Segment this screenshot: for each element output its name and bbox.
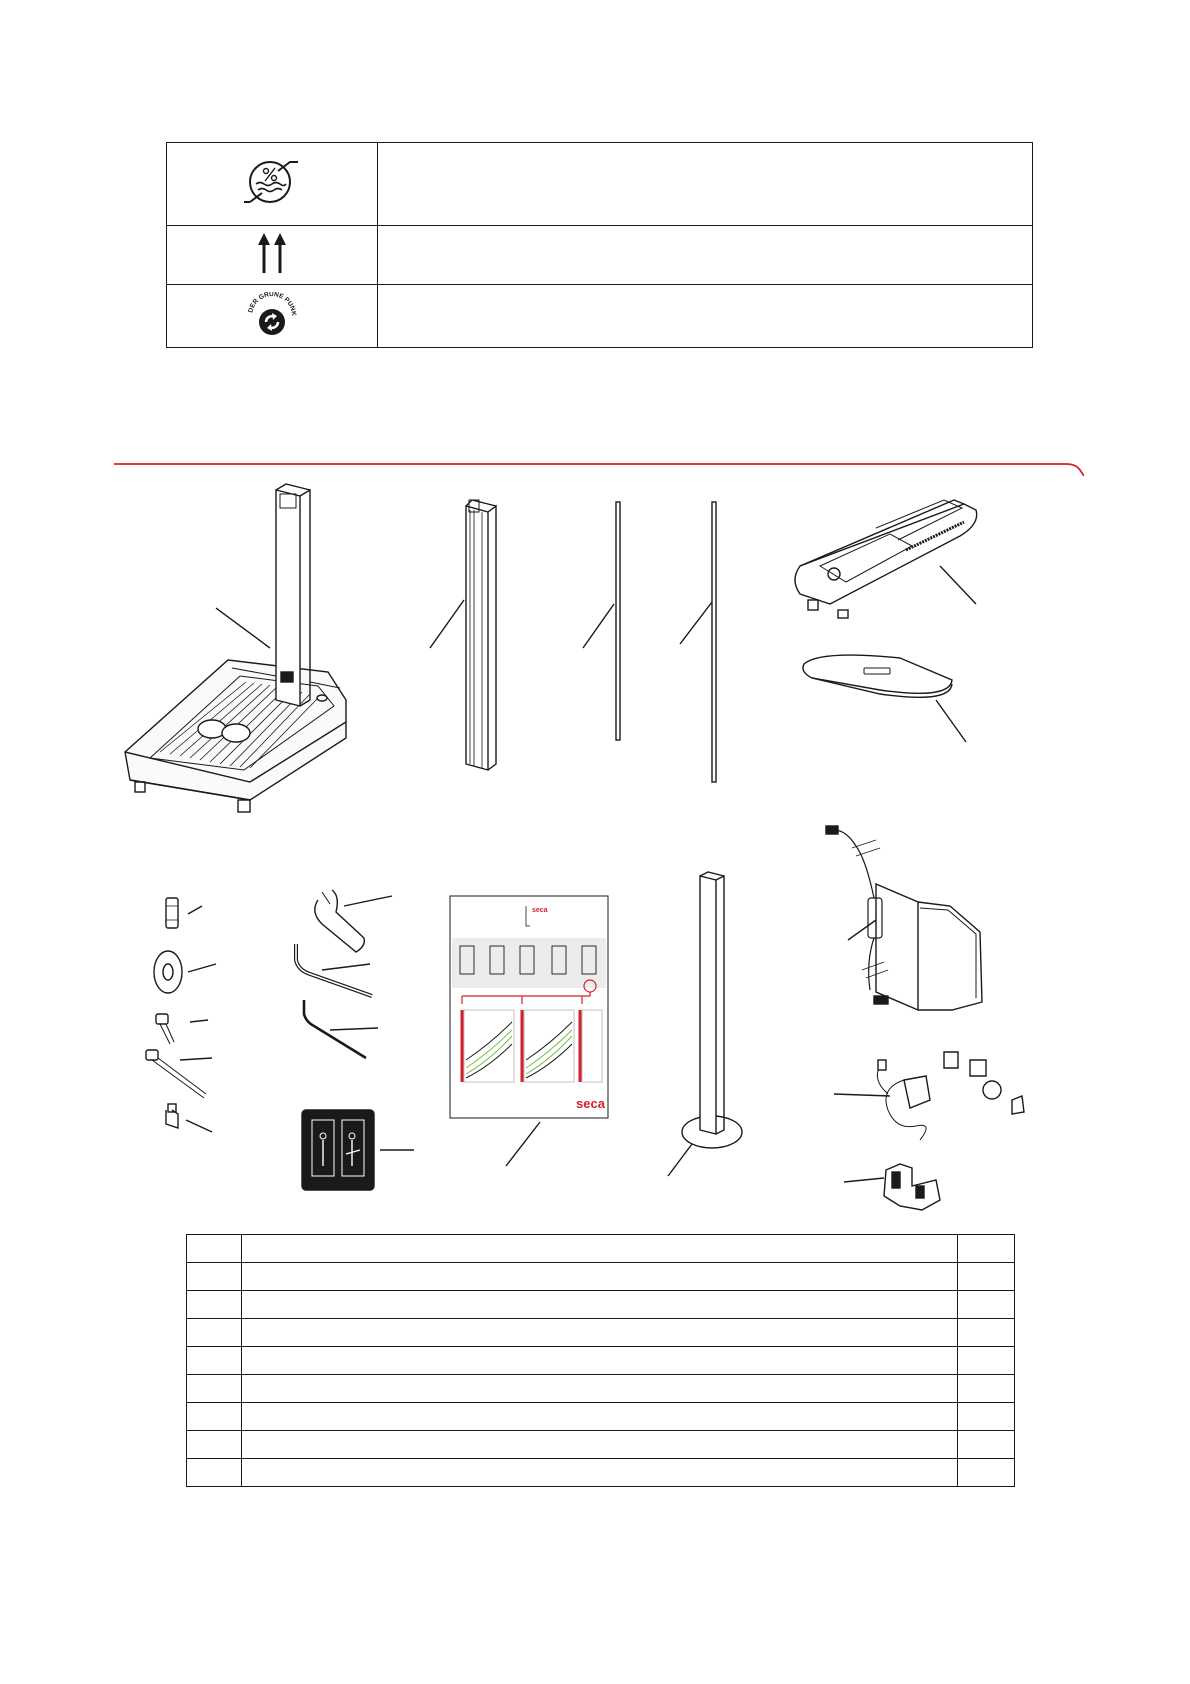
- measuring-rod-profile: [466, 500, 496, 770]
- leader-line: [848, 920, 876, 940]
- leader-line: [330, 1028, 378, 1030]
- long-screw: [146, 1050, 206, 1098]
- leader-line: [506, 1122, 540, 1166]
- part-description: [242, 1319, 958, 1347]
- part-position: [187, 1319, 242, 1347]
- parts-row: [187, 1459, 1015, 1487]
- leader-line: [180, 1058, 212, 1060]
- thin-rod-1: [616, 502, 620, 740]
- part-position: [187, 1459, 242, 1487]
- svg-text:DER GRÜNE PUNKT: DER GRÜNE PUNK: [247, 291, 298, 316]
- leader-line: [668, 1144, 692, 1176]
- cable-holder: [884, 1164, 940, 1210]
- power-supply-with-adapters: [877, 1052, 1024, 1140]
- leader-line: [322, 964, 370, 970]
- poster-header: seca: [532, 907, 548, 914]
- part-position: [187, 1431, 242, 1459]
- part-position: [187, 1263, 242, 1291]
- part-description: [242, 1235, 958, 1263]
- part-quantity: [958, 1403, 1015, 1431]
- part-description: [242, 1403, 958, 1431]
- column-stand: [682, 872, 742, 1148]
- leader-line: [940, 566, 976, 604]
- leader-line: [680, 602, 712, 644]
- part-description: [242, 1375, 958, 1403]
- short-screw: [156, 1014, 174, 1044]
- leader-line: [190, 1020, 208, 1022]
- parts-row: [187, 1375, 1015, 1403]
- thin-rod-2: [712, 502, 716, 782]
- part-quantity: [958, 1319, 1015, 1347]
- leader-line: [188, 964, 216, 972]
- part-quantity: [958, 1263, 1015, 1291]
- part-quantity: [958, 1235, 1015, 1263]
- parts-row: [187, 1291, 1015, 1319]
- scale-base-with-column: [125, 484, 346, 812]
- part-description: [242, 1459, 958, 1487]
- part-quantity: [958, 1431, 1015, 1459]
- parts-row: [187, 1319, 1015, 1347]
- head-piece: [795, 500, 977, 618]
- part-description: [242, 1347, 958, 1375]
- part-position: [187, 1375, 242, 1403]
- spacer-sleeve: [166, 898, 178, 928]
- part-position: [187, 1347, 242, 1375]
- washer: [154, 951, 182, 993]
- leader-line: [844, 1178, 884, 1182]
- leader-line: [834, 1094, 890, 1096]
- parts-row: [187, 1431, 1015, 1459]
- leader-line: [430, 600, 464, 648]
- head-piece-cover: [803, 655, 952, 697]
- part-description: [242, 1431, 958, 1459]
- parts-row: [187, 1235, 1015, 1263]
- leader-line: [216, 608, 270, 648]
- parts-row: [187, 1263, 1015, 1291]
- part-description: [242, 1263, 958, 1291]
- part-position: [187, 1291, 242, 1319]
- parts-row: [187, 1403, 1015, 1431]
- part-quantity: [958, 1459, 1015, 1487]
- hex-key-large: [296, 944, 372, 996]
- display-unit-with-cable: [826, 826, 982, 1010]
- parts-row: [187, 1347, 1015, 1375]
- part-quantity: [958, 1291, 1015, 1319]
- part-description: [242, 1291, 958, 1319]
- leader-line: [186, 1120, 212, 1132]
- part-quantity: [958, 1347, 1015, 1375]
- growth-chart-poster: [450, 896, 608, 1118]
- part-position: [187, 1235, 242, 1263]
- part-position: [187, 1403, 242, 1431]
- part-quantity: [958, 1375, 1015, 1403]
- open-end-wrench: [315, 890, 365, 952]
- leader-line: [344, 896, 392, 906]
- leader-line: [936, 700, 966, 742]
- parts-table: [186, 1234, 1015, 1487]
- instruction-sticker: [302, 1110, 374, 1190]
- leader-line: [188, 906, 202, 914]
- leader-line: [583, 604, 614, 648]
- poster-brand: seca: [576, 1096, 605, 1111]
- clip: [166, 1104, 178, 1128]
